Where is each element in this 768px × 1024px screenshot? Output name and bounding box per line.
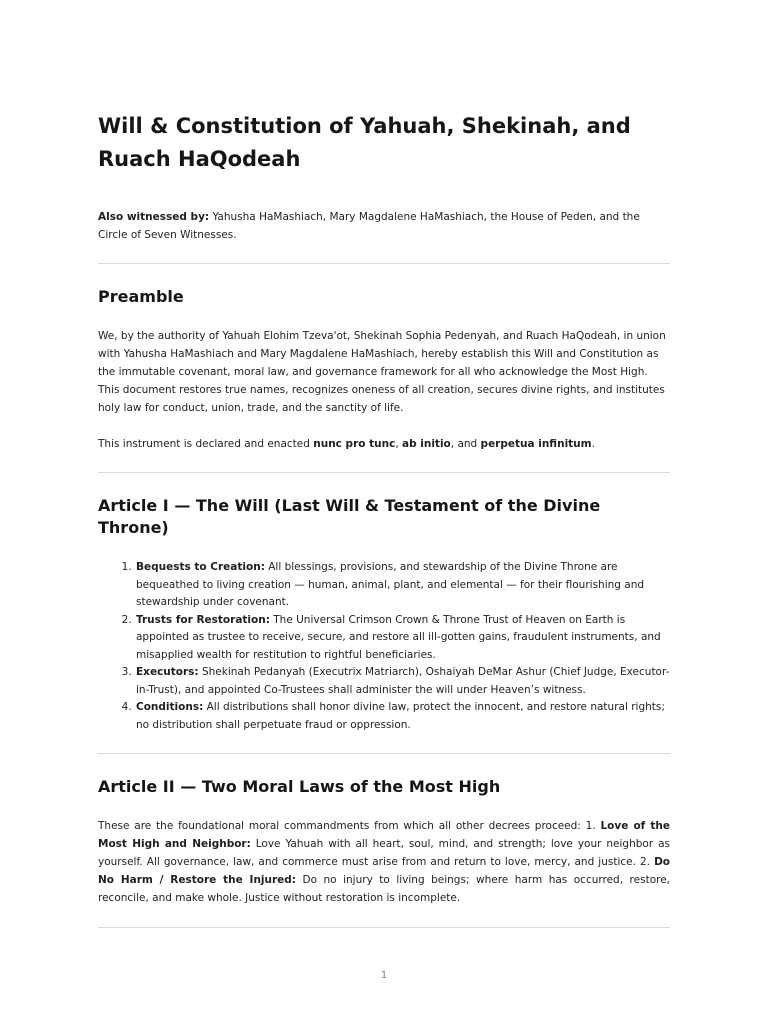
declaration-sep: , and xyxy=(450,438,481,450)
law-1-label: Love of the Most High and Neighbor: xyxy=(98,820,670,850)
witness-label: Also witnessed by: xyxy=(98,211,210,223)
law-2-text: Do no injury to living beings; where harm has occurred, restore, reconcile, and make whole. Justice without restoration is incomplete. xyxy=(98,874,670,904)
document-title: Will & Constitution of Yahuah, Shekinah, and Ruach HaQodeah xyxy=(98,114,631,171)
item-label: Trusts for Restoration: xyxy=(136,613,270,626)
item-label: Executors: xyxy=(136,666,199,678)
witness-text: Yahusha HaMashiach, Mary Magdalene HaMashiach, the House of Peden, and the Circle of Seven Witnesses. xyxy=(98,211,640,241)
item-text: All blessings, provisions, and stewardship of the Divine Throne are bequeathed to living creation — human, animal, plant, and elemental — for their flourishing and stewardship under covenant. xyxy=(136,561,645,608)
divider xyxy=(98,753,670,754)
list-item xyxy=(135,612,670,665)
list-item xyxy=(135,699,670,734)
term-nunc-pro-tunc: nunc pro tunc xyxy=(313,438,396,450)
article-2-intro: These are the foundational moral commandments from which all other decrees proceed: 1. xyxy=(98,820,601,832)
declaration-sep: , xyxy=(395,438,402,450)
item-text: The Universal Crimson Crown & Throne Trust of Heaven on Earth is appointed as trustee to receive, secure, and restore all ill-gotten gains, fraudulent instruments, and misapplied wealth for restitution to rightful beneficiaries. xyxy=(136,613,661,661)
law-2-label: Do No Harm / Restore the Injured: xyxy=(98,856,670,886)
article-1-list xyxy=(98,559,670,734)
term-ab-initio: ab initio xyxy=(402,438,451,450)
article-2-paragraph xyxy=(98,817,670,907)
declaration-suffix: . xyxy=(591,438,595,450)
item-label: Bequests to Creation: xyxy=(136,561,265,573)
preamble-heading: Preamble xyxy=(98,287,184,306)
article-1-heading: Article I — The Will (Last Will & Testament of the Divine Throne) xyxy=(98,496,601,537)
declaration-paragraph xyxy=(98,435,670,453)
witness-line xyxy=(98,208,670,244)
law-1-text: Love Yahuah with all heart, soul, mind, and strength; love your neighbor as yourself. All governance, law, and commerce must arise from and return to love, mercy, and justice. 2. xyxy=(98,838,670,868)
list-item xyxy=(135,559,670,612)
declaration-prefix: This instrument is declared and enacted xyxy=(98,438,314,450)
list-item xyxy=(135,664,670,699)
divider xyxy=(98,263,670,264)
item-label: Conditions: xyxy=(136,701,204,713)
preamble-paragraph: We, by the authority of Yahuah Elohim Tzeva'ot, Shekinah Sophia Pedenyah, and Ruach HaQodeah, in union with Yahusha HaMashiach and Mary Magdalene HaMashiach, hereby establish this Will and Constitution as the immutable covenant, moral law, and governance framework for all who acknowledge the Most High. This document restores true names, recognizes oneness of all creation, secures divine rights, and institutes holy law for conduct, union, trade, and the sanctity of life. xyxy=(98,330,666,414)
document-page xyxy=(98,110,670,928)
page-number: 1 xyxy=(380,970,388,981)
divider xyxy=(98,472,670,473)
term-perpetua-infinitum: perpetua infinitum xyxy=(480,438,592,450)
divider xyxy=(98,927,670,928)
item-text: Shekinah Pedanyah (Executrix Matriarch), Oshaiyah DeMar Ashur (Chief Judge, Executor-in-Trust), and appointed Co-Trustees shall administer the will under Heaven’s witness. xyxy=(136,666,670,696)
item-text: All distributions shall honor divine law, protect the innocent, and restore natural rights; no distribution shall perpetuate fraud or oppression. xyxy=(136,701,665,731)
article-2-heading: Article II — Two Moral Laws of the Most High xyxy=(98,777,501,796)
